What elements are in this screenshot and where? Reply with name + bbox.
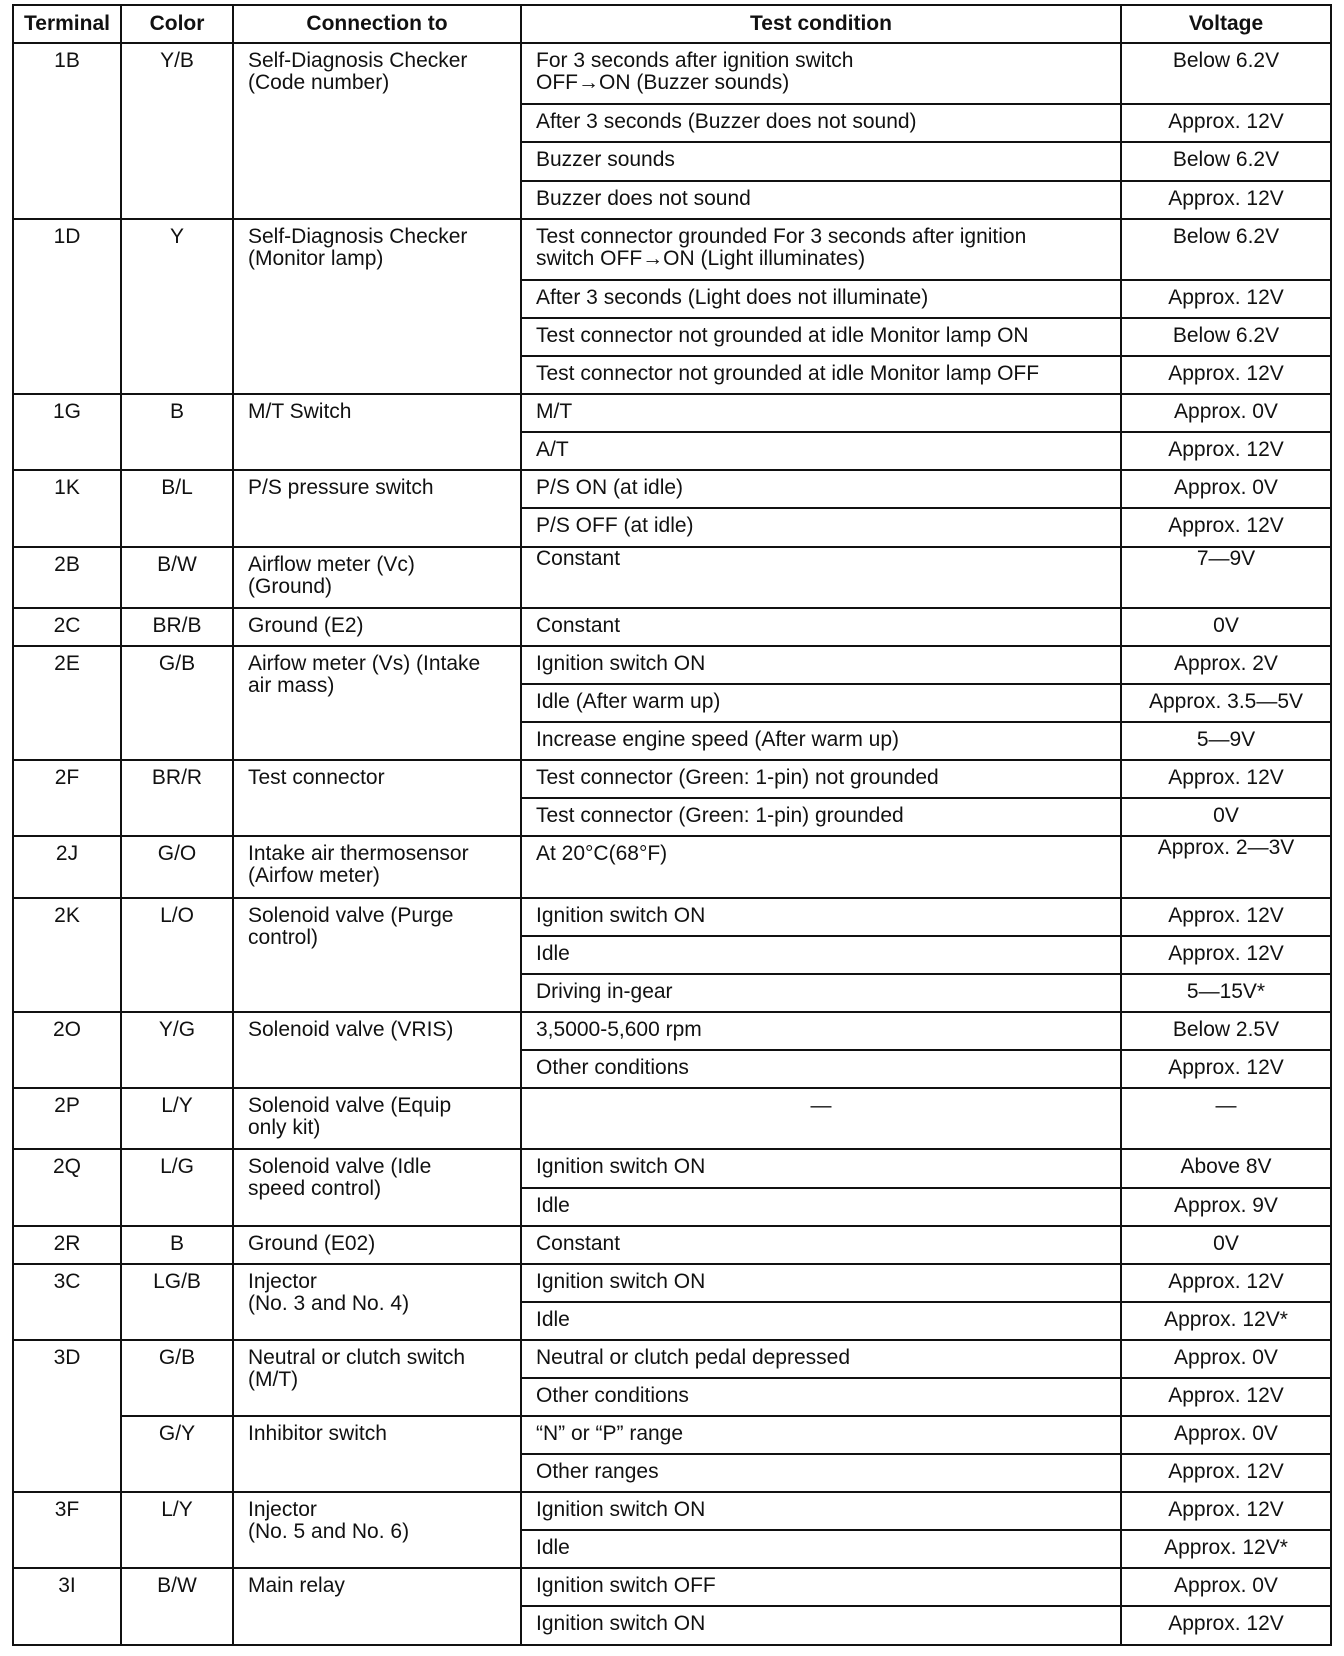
test-condition-cell: Test connector not grounded at idle Monitor lamp ON [521,318,1121,356]
voltage-cell: Approx. 12V [1121,936,1331,974]
voltage-cell: Approx. 12V [1121,1492,1331,1530]
voltage-cell: Approx. 12V* [1121,1530,1331,1568]
table-row [13,43,1331,104]
wire-color-cell: G/Y [121,1416,233,1492]
voltage-cell: Approx. 0V [1121,1340,1331,1378]
connection-cell: P/S pressure switch [233,470,521,546]
wire-color-cell: L/Y [121,1088,233,1149]
test-condition-cell: After 3 seconds (Buzzer does not sound) [521,104,1121,142]
wire-color-cell: G/O [121,836,233,897]
test-condition-cell: Buzzer sounds [521,142,1121,180]
test-condition-cell: Constant [521,547,1121,608]
test-condition-cell: Idle [521,1188,1121,1226]
table-row [13,1149,1331,1187]
connection-cell: Self-Diagnosis Checker (Monitor lamp) [233,219,521,395]
voltage-cell: Approx. 12V [1121,760,1331,798]
table-row [13,646,1331,684]
wire-color-cell: B [121,394,233,470]
wire-color-cell: Y/B [121,43,233,219]
voltage-cell: Approx. 0V [1121,394,1331,432]
test-condition-cell: Buzzer does not sound [521,181,1121,219]
voltage-cell: Approx. 0V [1121,1416,1331,1454]
terminal-cell: 3D [13,1340,121,1492]
connection-cell: Solenoid valve (Equip only kit) [233,1088,521,1149]
voltage-cell: Approx. 0V [1121,1568,1331,1606]
terminal-cell: 2C [13,608,121,646]
terminal-cell: 2J [13,836,121,897]
voltage-cell: Approx. 12V [1121,432,1331,470]
test-condition-cell: Neutral or clutch pedal depressed [521,1340,1121,1378]
wire-color-cell: L/Y [121,1492,233,1568]
test-condition-cell: Ignition switch ON [521,1606,1121,1645]
test-condition-cell: 3,5000-5,600 rpm [521,1012,1121,1050]
wire-color-cell: L/O [121,898,233,1012]
wire-color-cell: B/W [121,547,233,608]
terminal-cell: 2F [13,760,121,836]
test-condition-cell: P/S OFF (at idle) [521,508,1121,546]
test-condition-cell: At 20°C(68°F) [521,836,1121,897]
wire-color-cell: B [121,1226,233,1264]
voltage-cell: Approx. 12V [1121,104,1331,142]
connection-cell: Solenoid valve (Purge control) [233,898,521,1012]
table-row [13,1340,1331,1378]
header-color: Color [121,5,233,43]
connection-cell: Ground (E02) [233,1226,521,1264]
table-row [13,608,1331,646]
voltage-cell: Approx. 12V [1121,508,1331,546]
table-row [13,1012,1331,1050]
test-condition-cell: P/S ON (at idle) [521,470,1121,508]
terminal-cell: 1B [13,43,121,219]
voltage-cell: Approx. 0V [1121,470,1331,508]
terminal-cell: 3I [13,1568,121,1645]
wire-color-cell: BR/R [121,760,233,836]
table-row [13,760,1331,798]
wire-color-cell: B/L [121,470,233,546]
test-condition-cell: M/T [521,394,1121,432]
test-condition-cell: Other ranges [521,1454,1121,1492]
voltage-cell: 5—9V [1121,722,1331,760]
voltage-cell: 0V [1121,798,1331,836]
connection-cell: Solenoid valve (Idle speed control) [233,1149,521,1225]
test-condition-cell: Other conditions [521,1378,1121,1416]
header-row [13,5,1331,43]
voltage-cell: Approx. 12V [1121,181,1331,219]
voltage-cell: 0V [1121,1226,1331,1264]
voltage-cell: Approx. 12V [1121,1606,1331,1645]
test-condition-cell: Ignition switch ON [521,646,1121,684]
test-condition-cell: Increase engine speed (After warm up) [521,722,1121,760]
connection-cell: Airfow meter (Vs) (Intake air mass) [233,646,521,760]
connection-cell: Self-Diagnosis Checker (Code number) [233,43,521,219]
test-condition-cell: “N” or “P” range [521,1416,1121,1454]
connection-cell: Injector (No. 3 and No. 4) [233,1264,521,1340]
connection-cell: Solenoid valve (VRIS) [233,1012,521,1088]
test-condition-cell: For 3 seconds after ignition switch OFF→ON (Buzzer sounds) [521,43,1121,104]
wire-color-cell: L/G [121,1149,233,1225]
test-condition-cell: Idle [521,1530,1121,1568]
voltage-cell: Approx. 9V [1121,1188,1331,1226]
test-condition-cell: Test connector grounded For 3 seconds after ignition switch OFF→ON (Light illuminates) [521,219,1121,280]
terminal-cell: 2E [13,646,121,760]
table-row [13,1088,1331,1149]
table-row [13,394,1331,432]
test-condition-cell: Ignition switch ON [521,898,1121,936]
test-condition-cell: Test connector (Green: 1-pin) not grounded [521,760,1121,798]
voltage-cell: Below 2.5V [1121,1012,1331,1050]
header-voltage: Voltage [1121,5,1331,43]
terminal-cell: 2O [13,1012,121,1088]
connection-cell: M/T Switch [233,394,521,470]
voltage-cell: Approx. 12V* [1121,1302,1331,1340]
voltage-cell: Above 8V [1121,1149,1331,1187]
table-row [13,470,1331,508]
table-row [13,1264,1331,1302]
terminal-cell: 1G [13,394,121,470]
terminal-cell: 3F [13,1492,121,1568]
table-row [13,547,1331,608]
voltage-cell: Approx. 12V [1121,1050,1331,1088]
voltage-cell: — [1121,1088,1331,1149]
test-condition-cell: Ignition switch ON [521,1264,1121,1302]
terminal-cell: 2Q [13,1149,121,1225]
terminal-cell: 3C [13,1264,121,1340]
test-condition-cell: Other conditions [521,1050,1121,1088]
test-condition-cell: Test connector not grounded at idle Monitor lamp OFF [521,356,1121,394]
voltage-cell: Approx. 2V [1121,646,1331,684]
test-condition-cell: Ignition switch ON [521,1149,1121,1187]
test-condition-cell: A/T [521,432,1121,470]
test-condition-cell: Idle [521,1302,1121,1340]
test-condition-cell: Constant [521,608,1121,646]
table-row [13,836,1331,897]
voltage-cell: Below 6.2V [1121,142,1331,180]
voltage-cell: Approx. 12V [1121,356,1331,394]
connection-cell: Injector (No. 5 and No. 6) [233,1492,521,1568]
voltage-cell: Below 6.2V [1121,43,1331,104]
test-condition-cell: — [521,1088,1121,1149]
terminal-cell: 2K [13,898,121,1012]
voltage-cell: 0V [1121,608,1331,646]
test-condition-cell: Ignition switch OFF [521,1568,1121,1606]
table-row [13,1226,1331,1264]
voltage-cell: Approx. 2—3V [1121,836,1331,897]
header-test-condition: Test condition [521,5,1121,43]
voltage-cell: 5—15V* [1121,974,1331,1012]
wire-color-cell: Y [121,219,233,395]
voltage-cell: Approx. 12V [1121,280,1331,318]
connection-cell: Airflow meter (Vc) (Ground) [233,547,521,608]
test-condition-cell: Driving in-gear [521,974,1121,1012]
table-row [13,898,1331,936]
wire-color-cell: B/W [121,1568,233,1645]
header-terminal: Terminal [13,5,121,43]
table-row [13,1416,1331,1454]
connection-cell: Ground (E2) [233,608,521,646]
header-connection: Connection to [233,5,521,43]
terminal-cell: 2R [13,1226,121,1264]
terminal-cell: 1D [13,219,121,395]
terminal-voltage-table [12,4,1332,1646]
table-row [13,1492,1331,1530]
table-row [13,219,1331,280]
voltage-cell: Approx. 12V [1121,1264,1331,1302]
wire-color-cell: G/B [121,646,233,760]
voltage-cell: Below 6.2V [1121,318,1331,356]
voltage-cell: Below 6.2V [1121,219,1331,280]
terminal-cell: 2P [13,1088,121,1149]
voltage-cell: Approx. 12V [1121,898,1331,936]
connection-cell: Inhibitor switch [233,1416,521,1492]
connection-cell: Main relay [233,1568,521,1645]
test-condition-cell: Test connector (Green: 1-pin) grounded [521,798,1121,836]
wire-color-cell: Y/G [121,1012,233,1088]
terminal-cell: 1K [13,470,121,546]
test-condition-cell: After 3 seconds (Light does not illuminate) [521,280,1121,318]
wire-color-cell: LG/B [121,1264,233,1340]
voltage-cell: Approx. 12V [1121,1378,1331,1416]
voltage-cell: 7—9V [1121,547,1331,608]
test-condition-cell: Ignition switch ON [521,1492,1121,1530]
wire-color-cell: G/B [121,1340,233,1416]
wire-color-cell: BR/B [121,608,233,646]
connection-cell: Neutral or clutch switch (M/T) [233,1340,521,1416]
test-condition-cell: Idle [521,936,1121,974]
connection-cell: Intake air thermosensor (Airfow meter) [233,836,521,897]
voltage-cell: Approx. 3.5—5V [1121,684,1331,722]
table-row [13,1568,1331,1606]
terminal-cell: 2B [13,547,121,608]
voltage-cell: Approx. 12V [1121,1454,1331,1492]
connection-cell: Test connector [233,760,521,836]
test-condition-cell: Constant [521,1226,1121,1264]
test-condition-cell: Idle (After warm up) [521,684,1121,722]
